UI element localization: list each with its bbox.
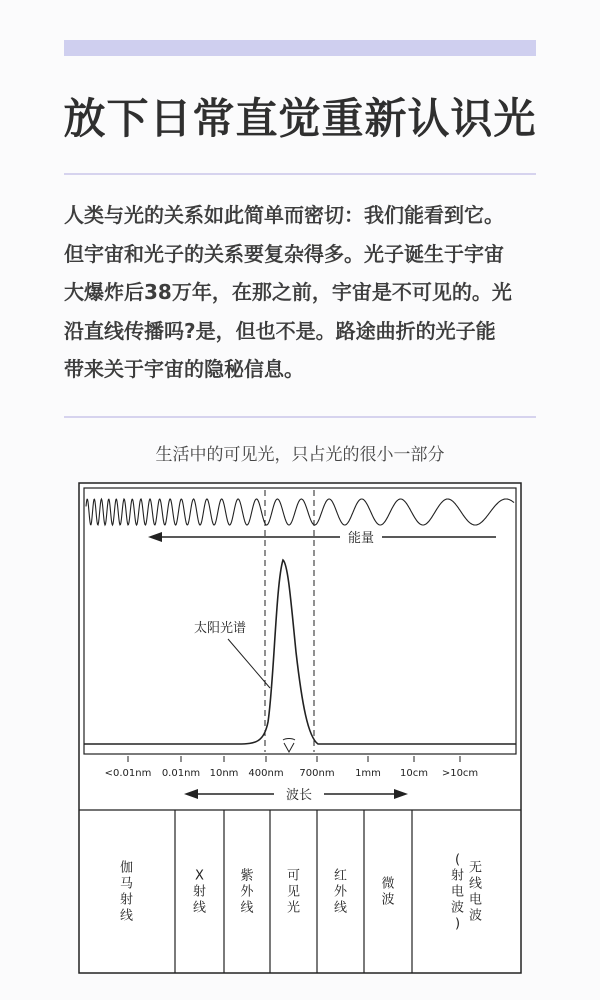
band-label-char: 微 [381,876,395,892]
band-label-char: 电 [468,892,483,908]
spectrum-figure [78,482,522,974]
band-label-char: 可 [286,868,301,884]
tick-label: 700nm [299,768,335,779]
tick-label: 0.01nm [161,768,201,779]
tick-label: >10cm [441,768,479,779]
band-label-char: 电 [450,884,465,900]
article-line: 沿直线传播吗?是，但也不是。路途曲折的光子能 [64,318,496,343]
band-label-char: 马 [119,876,134,892]
band-label-char: ) [454,916,461,932]
tick-label: 1mm [355,768,381,779]
band-label-char: 线 [192,900,207,916]
tick-label: 400nm [248,768,284,779]
band-label-char: 伽 [119,860,134,876]
band-label-char: 线 [119,908,134,924]
band-label-char: X [195,868,204,884]
band-label-char: 波 [381,892,395,908]
page-title: 放下日常直觉重新认识光 [63,94,537,143]
band-label-char: 线 [468,876,483,892]
article-line: 带来关于宇宙的隐秘信息。 [64,357,304,381]
accent-bar [64,40,536,56]
article-line: 但宇宙和光子的关系要复杂得多。光子诞生于宇宙 [64,241,504,266]
band-label-char: 线 [240,900,254,916]
band-label-char: 射 [450,868,465,884]
article-line: 人类与光的关系如此简单而密切：我们能看到它。 [64,203,504,227]
divider-bottom [64,416,536,418]
tick-label: <0.01nm [104,768,152,779]
tick-label: 10nm [209,768,239,779]
band-label-char: 射 [119,892,134,908]
band-label-char: 紫 [240,868,254,884]
figure-caption: 生活中的可见光，只占光的很小一部分 [155,445,445,465]
band-label-char: 射 [192,884,207,900]
band-label-char: 外 [240,884,254,900]
band-label-char: 外 [333,884,348,900]
article-body [64,196,538,389]
energy-label: 能量 [347,531,375,546]
band-label-char: 波 [450,900,465,916]
band-label-char: 无 [468,860,483,876]
band-label-char: ( [454,852,461,868]
tick-label: 10cm [400,768,428,779]
band-label-char: 见 [286,884,301,900]
wavelength-label: 波长 [285,788,313,803]
band-label-char: 波 [468,908,483,924]
article-line: 大爆炸后38万年，在那之前，宇宙是不可见的。光 [64,280,512,304]
divider-top [64,173,536,175]
band-label-char: 线 [333,900,348,916]
figure-frame [79,483,521,973]
band-label-char: 光 [286,900,301,916]
band-label-char: 红 [333,868,348,884]
sun-label: 太阳光谱 [193,621,247,636]
